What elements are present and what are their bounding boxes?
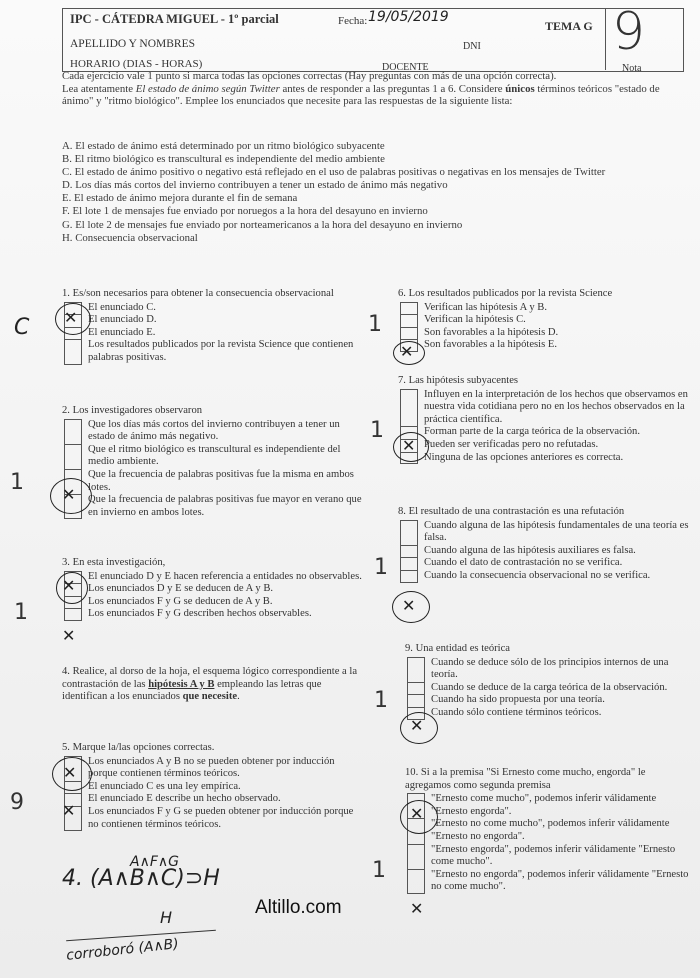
- statement-h: H. Consecuencia observacional: [62, 231, 198, 244]
- statement-f: F. El lote 1 de mensajes fue enviado por noruegos a la hora del desayuno en invierno: [62, 205, 428, 218]
- statement-list: [62, 140, 682, 245]
- q7-cross-mark: ✕: [402, 436, 416, 455]
- q5-score-mark: 9: [10, 790, 24, 815]
- formula-main: 4. (A∧B∧C)⊃H: [62, 866, 220, 891]
- q5-option-4[interactable]: Los enunciados F y G se pueden obtener por inducción porque no contienen términos teóricos.: [62, 806, 362, 831]
- docente-label: DOCENTE: [382, 62, 429, 73]
- q1-handwritten-note: C: [14, 315, 30, 340]
- q5-option-1[interactable]: Los enunciados A y B no se pueden obtener por inducción porque contienen términos teóricos.: [62, 756, 362, 781]
- q6-cross-mark: ✕: [400, 342, 414, 361]
- q1-option-3[interactable]: El enunciado E.: [62, 327, 362, 340]
- q10-cross-mark-2: ✕: [410, 899, 424, 918]
- q5-cross-mark-1: ✕: [63, 763, 77, 782]
- fecha-label: Fecha:: [338, 15, 368, 27]
- question-9: 9. Una entidad es teórica Cuando se deduce sólo de los principios internos de una teoría. Cuando se deduce de la carga teórica de la observación. Cuando ha sido propuesta por una teoría. Cuando sólo contiene términos teóricos.: [405, 643, 690, 720]
- q7-option-4[interactable]: Ninguna de las opciones anteriores es correcta.: [398, 452, 690, 465]
- q10-option-2[interactable]: "Ernesto no come mucho", podemos inferir válidamente "Ernesto no engorda".: [405, 818, 692, 843]
- q6-option-2[interactable]: Verifican la hipótesis C.: [398, 314, 688, 327]
- q6-option-3[interactable]: Son favorables a la hipótesis D.: [398, 327, 688, 340]
- q10-option-3[interactable]: "Ernesto engorda", podemos inferir válidamente "Ernesto come mucho".: [405, 844, 692, 869]
- q9-option-2[interactable]: Cuando se deduce de la carga teórica de la observación.: [405, 682, 690, 695]
- question-4: 4. Realice, al dorso de la hoja, el esquema lógico correspondiente a la contrastación de las hipótesis A y B empleando las letras que identifican a los enunciados que necesite.: [62, 666, 358, 703]
- question-10: 10. Si a la premisa "Si Ernesto come mucho, engorda" le agregamos como segunda premisa "Ernesto come mucho", podemos inferir válidamente "Ernesto engorda". "Ernesto no come mucho", podemos inferir válidamente "Ernesto no engorda". "Ernesto engorda", podemos inferir válidamente "Ernesto come mucho". "Ernesto no engorda", podemos inferir válidamente "Ernesto no come mucho".: [405, 767, 692, 894]
- q3-score-mark: 1: [14, 600, 28, 625]
- q7-option-2[interactable]: Forman parte de la carga teórica de la observación.: [398, 426, 690, 439]
- question-8: 8. El resultado de una contrastación es una refutación Cuando alguna de las hipótesis fundamentales de una teoría es falsa. Cuando alguna de las hipótesis auxiliares es falsa. Cuando el dato de contrastación no se verifica. Cuando la consecuencia observacional no se verifica.: [398, 506, 689, 581]
- q9-cross-mark: ✕: [410, 716, 424, 735]
- q3-option-3[interactable]: Los enunciados F y G se deducen de A y B.: [62, 596, 367, 609]
- question-7: 7. Las hipótesis subyacentes Influyen en la interpretación de los hechos que observamos en nuestra vida cotidiana pero no en los hechos observados en la práctica científica. Forman parte de la carga teórica de la observación. Pueden ser verificadas pero no refutadas. Ninguna de las opciones anteriores es correcta.: [398, 375, 690, 464]
- formula-conclusion: H: [160, 908, 173, 927]
- q5-option-3[interactable]: El enunciado E describe un hecho observado.: [62, 793, 362, 806]
- q5-cross-mark-2: ✕: [62, 801, 76, 820]
- q6-option-1[interactable]: Verifican las hipótesis A y B.: [398, 302, 688, 315]
- question-5: 5. Marque la/las opciones correctas. Los enunciados A y B no se pueden obtener por inducción porque contienen términos teóricos. El enunciado C es una ley empírica. El enunciado E describe un hecho observado. Los enunciados F y G se pueden obtener por inducción porque no contienen términos teóricos.: [62, 742, 362, 831]
- q3-option-4[interactable]: Los enunciados F y G describen hechos observables.: [62, 608, 367, 621]
- question-2: 2. Los investigadores observaron Que los días más cortos del invierno contribuyen a tener un estado de ánimo más negativo. Que el ritmo biológico es transcultural es independiente del medio ambiente. Que la frecuencia de palabras positivas fue la misma en ambos lotes. Que la frecuencia de palabras positivas fue mayor en verano que en invierno en ambos lotes.: [62, 405, 362, 518]
- q3-right-score-mark: 1: [374, 555, 388, 580]
- q9-option-4[interactable]: Cuando sólo contiene términos teóricos.: [405, 707, 690, 720]
- q10-option-1[interactable]: "Ernesto come mucho", podemos inferir válidamente "Ernesto engorda".: [405, 793, 692, 818]
- grade-handwritten: 9: [612, 2, 646, 62]
- question-3: 3. En esta investigación, El enunciado D y E hacen referencia a entidades no observables. Los enunciados D y E se deducen de A y B. Los enunciados F y G se deducen de A y B. Los enunciados F y G describen hechos observables.: [62, 557, 367, 621]
- q8-option-1[interactable]: Cuando alguna de las hipótesis fundamentales de una teoría es falsa.: [398, 520, 690, 545]
- q6-option-4[interactable]: Son favorables a la hipótesis E.: [398, 339, 688, 352]
- statement-g: G. El lote 2 de mensajes fue enviado por norteamericanos a la hora del desayuno en invierno: [62, 218, 463, 231]
- question-6: 6. Los resultados publicados por la revista Science Verifican las hipótesis A y B. Verifican la hipótesis C. Son favorables a la hipótesis D. Son favorables a la hipótesis E.: [398, 288, 688, 352]
- q1-option-2[interactable]: El enunciado D.: [62, 314, 362, 327]
- statement-d: D. Los días más cortos del invierno contribuyen a tener un estado de ánimo más negativo: [62, 179, 448, 192]
- tema-label: TEMA G: [545, 19, 593, 33]
- apellido-label: APELLIDO Y NOMBRES: [70, 38, 196, 50]
- instructions: [62, 70, 677, 108]
- fecha-value: 19/05/2019: [368, 9, 449, 25]
- statement-a: A. El estado de ánimo está determinado por un ritmo biológico subyacente: [62, 140, 385, 152]
- q2-option-1[interactable]: Que los días más cortos del invierno contribuyen a tener un estado de ánimo más negativo.: [62, 419, 362, 444]
- q10-option-4[interactable]: "Ernesto no engorda", podemos inferir válidamente "Ernesto no come mucho".: [405, 869, 692, 894]
- nota-label: Nota: [622, 63, 642, 74]
- horario-label: HORARIO (DIAS - HORAS): [70, 58, 203, 70]
- q5-option-2[interactable]: El enunciado C es una ley empírica.: [62, 781, 362, 794]
- formula-bottom: corroboró (A∧B): [65, 936, 180, 964]
- q8-option-2[interactable]: Cuando alguna de las hipótesis auxiliares es falsa.: [398, 545, 690, 558]
- q7-score-mark: 1: [370, 418, 384, 443]
- q9-option-3[interactable]: Cuando ha sido propuesta por una teoría.: [405, 694, 690, 707]
- watermark: Altillo.com: [255, 897, 342, 918]
- q3-option-1[interactable]: El enunciado D y E hacen referencia a entidades no observables.: [62, 571, 367, 584]
- q1-option-1[interactable]: El enunciado C.: [62, 302, 362, 315]
- q6-score-mark: 1: [368, 312, 382, 337]
- instructions-line1: Cada ejercicio vale 1 punto si marca todas las opciones correctas (Hay preguntas con más de una opción correcta).: [62, 70, 557, 82]
- q3-cross-mark-1: ✕: [62, 576, 76, 595]
- q2-option-2[interactable]: Que el ritmo biológico es transcultural es independiente del medio ambiente.: [62, 444, 362, 469]
- statement-c: C. El estado de ánimo positivo o negativo está reflejado en el uso de palabras positivas o negativas en los mensajes de Twitter: [62, 166, 606, 179]
- q2-score-mark: 1: [10, 470, 24, 495]
- q7-option-3[interactable]: Pueden ser verificadas pero no refutadas.: [398, 439, 690, 452]
- q10-cross-mark-1: ✕: [410, 804, 424, 823]
- q8-cross-mark: ✕: [402, 596, 416, 615]
- q2-option-3[interactable]: Que la frecuencia de palabras positivas fue la misma en ambos lotes.: [62, 469, 362, 494]
- statement-b: B. El ritmo biológico es transcultural es independiente del medio ambiente: [62, 153, 385, 166]
- instructions-line2: Lea atentamente El estado de ánimo según Twitter antes de responder a las preguntas 1 a 6. Considere únicos términos teóricos "estado de ánimo" y "ritmo biológico". Emplee los enunciados que necesite para las respuestas de la siguiente lista:: [62, 82, 660, 107]
- q3-cross-mark-2: ✕: [62, 626, 76, 645]
- formula-top: A∧F∧G: [130, 854, 179, 870]
- q2-cross-mark: ✕: [62, 485, 76, 504]
- statement-e: E. El estado de ánimo mejora durante el fin de semana: [62, 192, 298, 205]
- q1-option-4[interactable]: Los resultados publicados por la revista Science que contienen palabras positivas.: [62, 339, 362, 364]
- question-1: 1. Es/son necesarios para obtener la consecuencia observacional El enunciado C. El enunciado D. El enunciado E. Los resultados publicados por la revista Science que contienen palabras positivas.: [62, 288, 362, 365]
- q9-score-mark: 1: [374, 688, 388, 713]
- q8-option-4[interactable]: Cuando la consecuencia observacional no se verifica.: [398, 570, 690, 583]
- q2-option-4[interactable]: Que la frecuencia de palabras positivas fue mayor en verano que en invierno en ambos lotes.: [62, 494, 362, 519]
- q3-option-2[interactable]: Los enunciados D y E se deducen de A y B.: [62, 583, 367, 596]
- dni-label: DNI: [463, 41, 481, 52]
- q7-option-1[interactable]: Influyen en la interpretación de los hechos que observamos en nuestra vida cotidiana pero no en los hechos observados en la práctica científica.: [398, 389, 690, 427]
- q1-cross-mark: ✕: [64, 308, 78, 327]
- exam-title: IPC - CÁTEDRA MIGUEL - 1º parcial: [70, 12, 279, 26]
- q8-option-3[interactable]: Cuando el dato de contrastación no se verifica.: [398, 557, 690, 570]
- q9-option-1[interactable]: Cuando se deduce sólo de los principios internos de una teoría.: [405, 657, 690, 682]
- q10-score-mark: 1: [372, 858, 386, 883]
